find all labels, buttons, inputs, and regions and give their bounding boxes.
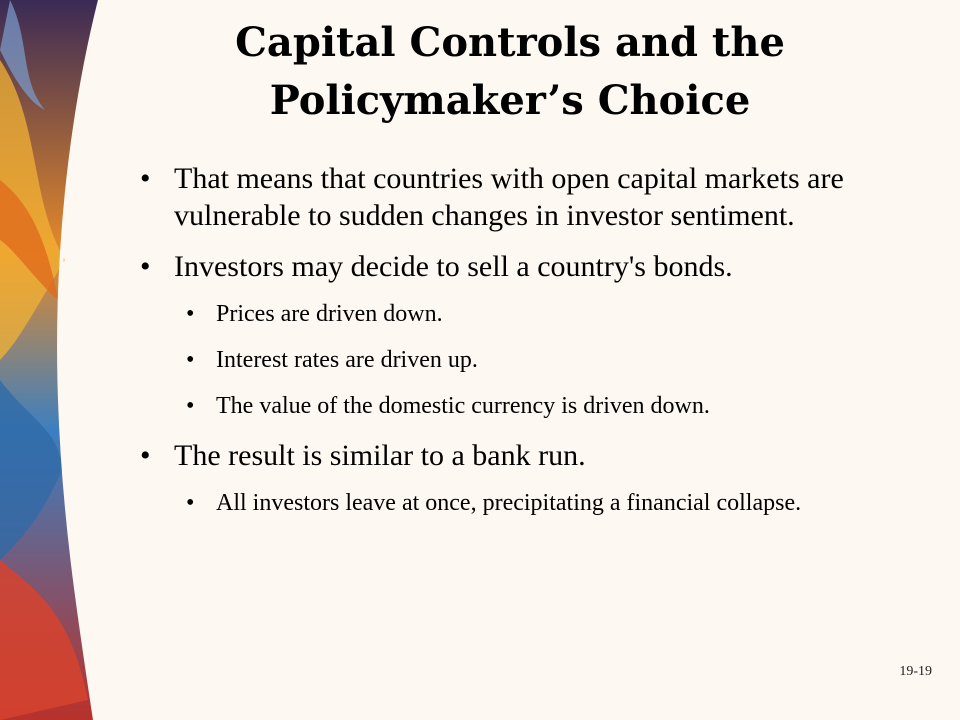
bullet-open-capital-markets: • That means that countries with open capital markets are vulnerable to sudden changes in investor sentiment. (140, 160, 880, 234)
sub-bullet-interest-rates: • Interest rates are driven up. (186, 345, 880, 376)
page-number: 19-19 (899, 664, 932, 679)
sub-bullet-currency-value: • The value of the domestic currency is driven down. (186, 391, 880, 422)
slide-title (160, 14, 860, 130)
title-line-2: Policymaker’s Choice (269, 77, 751, 124)
sub-bullet-investors-leave: • All investors leave at once, precipitating a financial collapse. (186, 488, 880, 519)
sub-bullet-prices: • Prices are driven down. (186, 299, 880, 330)
bullet-bank-run: • The result is similar to a bank run. (140, 437, 880, 474)
bullet-investors-sell-bonds: • Investors may decide to sell a country's bonds. (140, 248, 880, 285)
bullet-list (140, 160, 880, 534)
title-line-1: Capital Controls and the (235, 19, 785, 66)
